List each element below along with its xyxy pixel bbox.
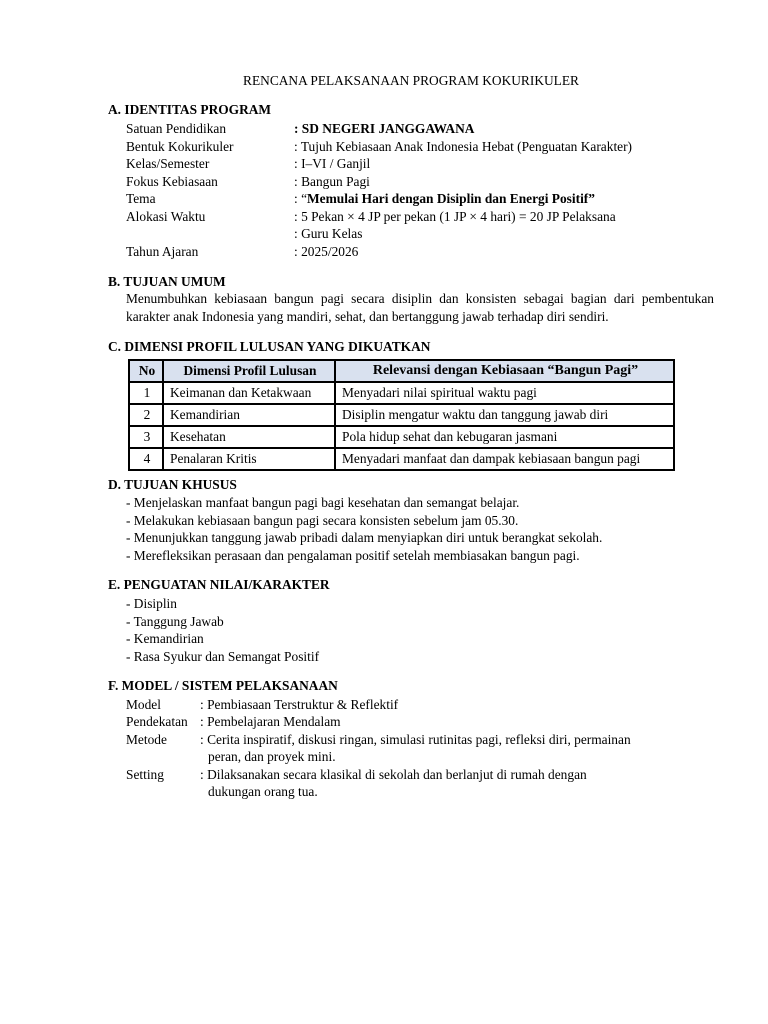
- model-value: : Cerita inspiratif, diskusi ringan, simulasi rutinitas pagi, refleksi diri, permainan: [200, 731, 631, 747]
- model-label: Setting: [126, 766, 164, 782]
- model-value: : Pembiasaan Terstruktur & Reflektif: [200, 696, 399, 712]
- model-value: : Dilaksanakan secara klasikal di sekolah dan berlanjut di rumah dengan: [200, 766, 587, 782]
- table-cell-dimensi: Keimanan dan Ketakwaan: [164, 383, 336, 405]
- identitas-label: Tema: [126, 191, 156, 206]
- identitas-label: Tahun Ajaran: [126, 243, 199, 259]
- table-cell-relevansi: Menyadari manfaat dan dampak kebiasaan bangun pagi: [342, 451, 641, 466]
- document-title: RENCANA PELAKSANAAN PROGRAM KOKURIKULER: [243, 73, 579, 88]
- table-cell-relevansi: Pola hidup sehat dan kebugaran jasmani: [336, 427, 673, 449]
- identitas-label: Satuan Pendidikan: [126, 121, 227, 136]
- tema-title: Memulai Hari dengan Disiplin dan Energi Positif”: [307, 191, 595, 206]
- model-label: Pendekatan: [126, 714, 188, 729]
- dimensi-table: [128, 359, 675, 471]
- list-item: - Disiplin: [126, 596, 177, 611]
- list-item: - Merefleksikan perasaan dan pengalaman positif setelah membiasakan bangun pagi.: [126, 547, 580, 563]
- tema-prefix: : “: [294, 191, 308, 206]
- section-model-heading: F. MODEL / SISTEM PELAKSANAAN: [108, 678, 338, 693]
- identitas-label: Alokasi Waktu: [126, 208, 206, 224]
- table-cell-relevansi: Menyadari nilai spiritual waktu pagi: [336, 383, 673, 405]
- table-cell-no: 4: [130, 449, 164, 469]
- list-item: - Tanggung Jawab: [126, 613, 224, 629]
- list-item: - Menunjukkan tanggung jawab pribadi dalam menyiapkan diri untuk berangkat sekolah.: [126, 530, 603, 545]
- table-row: [130, 427, 673, 449]
- table-cell-no: 1: [130, 383, 164, 405]
- model-value: : Pembelajaran Mendalam: [200, 714, 341, 729]
- list-item: - Rasa Syukur dan Semangat Positif: [126, 648, 320, 664]
- identitas-value: : SD NEGERI JANGGAWANA: [294, 121, 475, 136]
- identitas-value: : Bangun Pagi: [294, 173, 370, 189]
- table-header-row: [130, 361, 673, 383]
- list-item: - Melakukan kebiasaan bangun pagi secara konsisten sebelum jam 05.30.: [126, 512, 519, 528]
- identitas-value: : I–VI / Ganjil: [294, 156, 371, 171]
- identitas-value: [294, 190, 595, 207]
- list-item: - Menjelaskan manfaat bangun pagi bagi kesehatan dan semangat belajar.: [126, 495, 520, 510]
- table-cell-dimensi: Kesehatan: [164, 427, 336, 449]
- list-item: - Kemandirian: [126, 631, 204, 646]
- identitas-value: : Guru Kelas: [294, 226, 363, 241]
- table-row: [130, 449, 673, 469]
- table-cell-no: 3: [130, 427, 164, 449]
- model-label: Model: [126, 696, 161, 712]
- table-row: [130, 383, 673, 405]
- model-label: Metode: [126, 731, 167, 747]
- identitas-value: : 5 Pekan × 4 JP per pekan (1 JP × 4 hari) = 20 JP Pelaksana: [294, 208, 616, 224]
- section-dimensi-heading: C. DIMENSI PROFIL LULUSAN YANG DIKUATKAN: [108, 339, 431, 354]
- identitas-label: Fokus Kebiasaan: [126, 173, 218, 189]
- section-penguatan-heading: E. PENGUATAN NILAI/KARAKTER: [108, 577, 330, 592]
- column-header-relevansi: Relevansi dengan Kebiasaan “Bangun Pagi”: [336, 361, 673, 383]
- section-tujuan-umum-heading: B. TUJUAN UMUM: [108, 274, 226, 289]
- identitas-value: : 2025/2026: [294, 243, 359, 259]
- table-cell-relevansi: Disiplin mengatur waktu dan tanggung jawab diri: [336, 405, 673, 427]
- table-cell-dimensi: Kemandirian: [164, 405, 336, 427]
- column-header-no: No: [130, 361, 164, 383]
- section-identitas-heading: A. IDENTITAS PROGRAM: [108, 102, 272, 117]
- table-cell-no: 2: [130, 405, 164, 427]
- model-value-continuation: peran, dan proyek mini.: [208, 749, 336, 764]
- column-header-dimensi: Dimensi Profil Lulusan: [164, 361, 336, 383]
- table-row: [130, 405, 673, 427]
- identitas-label: Bentuk Kokurikuler: [126, 138, 234, 154]
- tujuan-umum-paragraph: Menumbuhkan kebiasaan bangun pagi secara disiplin dan konsisten sebagai bagian dari pembentukan karakter anak Indonesia yang mandiri, sehat, dan bertanggung jawab terhadap diri sendiri.: [126, 291, 714, 324]
- model-value-continuation: dukungan orang tua.: [208, 784, 318, 799]
- section-tujuan-khusus-heading: D. TUJUAN KHUSUS: [108, 477, 237, 492]
- identitas-value: : Tujuh Kebiasaan Anak Indonesia Hebat (Penguatan Karakter): [294, 138, 633, 154]
- identitas-label: Kelas/Semester: [126, 156, 210, 171]
- table-cell-dimensi: Penalaran Kritis: [164, 449, 336, 469]
